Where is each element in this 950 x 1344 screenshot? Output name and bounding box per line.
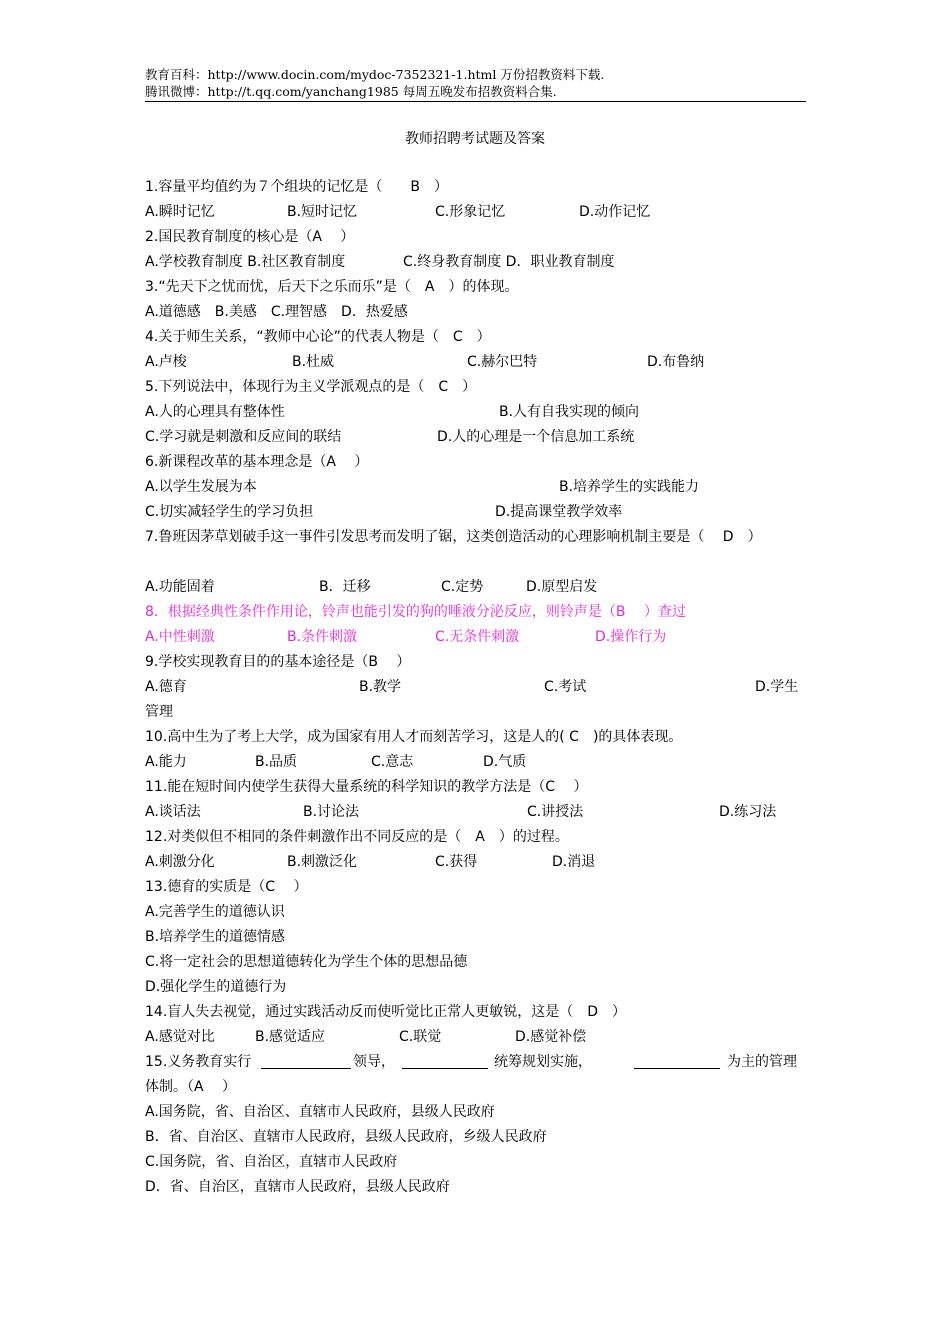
option-b: B.品质: [255, 754, 298, 770]
option-a: A.功能固着: [145, 579, 215, 595]
option-b: B.刺激泛化: [287, 854, 358, 870]
question-14: 14.盲人失去视觉，通过实践活动反而使听觉比正常人更敏锐，这是（ D ）: [145, 1004, 627, 1020]
option-a: A.卢梭: [145, 354, 187, 370]
fill-blank-3: [634, 1054, 720, 1069]
option-a: A.德育: [145, 679, 187, 695]
question-15-wrap: 体制。（A ）: [145, 1079, 237, 1095]
option-a: A.完善学生的道德认识: [145, 904, 285, 920]
question-15-part-2: 领导，: [353, 1054, 395, 1070]
option-d: D.练习法: [719, 804, 777, 820]
question-12-options: [145, 850, 807, 875]
question-3-options: A.道德感 B.美感 C.理智感 D．热爱感: [145, 304, 408, 320]
option-d: D.学生: [755, 679, 799, 695]
question-12: 12.对类似但不相同的条件刺激作出不同反应的是（ A ）的过程。: [145, 829, 569, 845]
question-7: 7.鲁班因茅草划破手这一事件引发思考而发明了锯，这类创造活动的心理影响机制主要是（ D ）: [145, 529, 762, 545]
fill-blank-1: [261, 1054, 351, 1069]
question-10: 10.高中生为了考上大学，成为国家有用人才而刻苦学习，这是人的( C )的具体表现。: [145, 729, 683, 745]
option-b: B.培养学生的道德情感: [145, 929, 286, 945]
question-4-options: [145, 350, 807, 375]
option-d: D.动作记忆: [579, 204, 651, 220]
question-5-options-2: [145, 425, 807, 450]
option-a: A.能力: [145, 754, 187, 770]
option-d: D．省、自治区，直辖市人民政府，县级人民政府: [145, 1179, 450, 1195]
option-a: A.人的心理具有整体性: [145, 404, 285, 420]
option-cd: C.终身教育制度 D．职业教育制度: [403, 254, 615, 270]
option-b: B.人有自我实现的倾向: [499, 404, 640, 420]
option-c: C.切实减轻学生的学习负担: [145, 504, 314, 520]
question-2: 2.国民教育制度的核心是（A ）: [145, 229, 355, 245]
header-line-2: 腾讯微博：http://t.qq.com/yanchang1985 每周五晚发布招教资料合集.: [145, 84, 557, 99]
option-b: B.杜威: [292, 354, 335, 370]
question-list: [145, 175, 807, 1200]
option-c: C.形象记忆: [435, 204, 506, 220]
header-line-1: 教育百科：http://www.docin.com/mydoc-7352321-1.html 万份招教资料下载.: [145, 67, 605, 82]
option-b: B.培养学生的实践能力: [559, 479, 700, 495]
question-9: 9.学校实现教育目的的基本途径是（B ）: [145, 654, 411, 670]
question-6-options-2: [145, 500, 807, 525]
question-15-part-4: 为主的管理: [727, 1054, 797, 1070]
option-d: D.操作行为: [595, 629, 667, 645]
option-d: D.感觉补偿: [515, 1029, 587, 1045]
option-b: B.感觉适应: [255, 1029, 326, 1045]
question-9-wrap: 管理: [145, 704, 173, 720]
option-c: C.学习就是刺激和反应间的联结: [145, 429, 342, 445]
question-15: [145, 1050, 807, 1075]
option-a: A.中性刺激: [145, 629, 215, 645]
question-6-options-1: [145, 475, 807, 500]
question-2-options: [145, 250, 807, 275]
option-d: D.提高课堂教学效率: [495, 504, 623, 520]
question-8-options: [145, 625, 807, 650]
question-5: 5.下列说法中，体现行为主义学派观点的是（ C ）: [145, 379, 477, 395]
option-a: A.刺激分化: [145, 854, 215, 870]
option-c: C.无条件刺激: [435, 629, 520, 645]
option-b: B．省、自治区、直辖市人民政府，县级人民政府，乡级人民政府: [145, 1129, 547, 1145]
option-c: C.考试: [544, 679, 587, 695]
option-a: A.瞬时记忆: [145, 204, 215, 220]
option-d: D.原型启发: [526, 579, 598, 595]
option-b: B.条件刺激: [287, 629, 358, 645]
document-title: 教师招聘考试题及答案: [405, 131, 545, 147]
question-6: 6.新课程改革的基本理念是（A ）: [145, 454, 369, 470]
option-c: C.获得: [435, 854, 478, 870]
question-5-options-1: [145, 400, 807, 425]
option-c: C.将一定社会的思想道德转化为学生个体的思想品德: [145, 954, 468, 970]
option-d: D.消退: [552, 854, 596, 870]
fill-blank-2: [402, 1054, 488, 1069]
question-4: 4.关于师生关系，“教师中心论”的代表人物是（ C ）: [145, 329, 491, 345]
option-a: A.感觉对比: [145, 1029, 215, 1045]
page-header: [145, 66, 806, 102]
option-c: C.赫尔巴特: [467, 354, 538, 370]
option-d: D.气质: [483, 754, 527, 770]
option-ab: A.学校教育制度 B.社区教育制度: [145, 254, 346, 270]
option-d: D.强化学生的道德行为: [145, 979, 287, 995]
option-c: C.国务院，省、自治区，直辖市人民政府: [145, 1154, 398, 1170]
option-c: C.定势: [441, 579, 484, 595]
question-7-options: [145, 575, 807, 600]
option-b: B.短时记忆: [287, 204, 358, 220]
question-13: 13.德育的实质是（C ）: [145, 879, 308, 895]
option-c: C.联觉: [399, 1029, 442, 1045]
option-a: A.国务院，省、自治区、直辖市人民政府，县级人民政府: [145, 1104, 495, 1120]
question-8: 8．根据经典性条件作用论，铃声也能引发的狗的唾液分泌反应，则铃声是（B ）查过: [145, 604, 686, 620]
option-d: D.布鲁纳: [647, 354, 705, 370]
question-1-options: [145, 200, 807, 225]
question-11-options: [145, 800, 807, 825]
question-3: 3.“先天下之忧而忧，后天下之乐而乐”是（ A ）的体现。: [145, 279, 519, 295]
option-a: A.谈话法: [145, 804, 201, 820]
question-1: 1.容量平均值约为７个组块的记忆是（ B ）: [145, 179, 448, 195]
question-10-options: [145, 750, 807, 775]
question-9-options: [145, 675, 807, 700]
option-b: B．迁移: [319, 579, 371, 595]
question-11: 11.能在短时间内使学生获得大量系统的科学知识的教学方法是（C ）: [145, 779, 588, 795]
question-15-part-3: 统筹规划实施，: [494, 1054, 592, 1070]
option-c: C.讲授法: [527, 804, 584, 820]
question-14-options: [145, 1025, 807, 1050]
question-15-part-1: 15.义务教育实行: [145, 1054, 252, 1070]
option-d: D.人的心理是一个信息加工系统: [437, 429, 635, 445]
option-c: C.意志: [371, 754, 414, 770]
option-b: B.讨论法: [303, 804, 360, 820]
option-b: B.教学: [359, 679, 402, 695]
option-a: A.以学生发展为本: [145, 479, 257, 495]
